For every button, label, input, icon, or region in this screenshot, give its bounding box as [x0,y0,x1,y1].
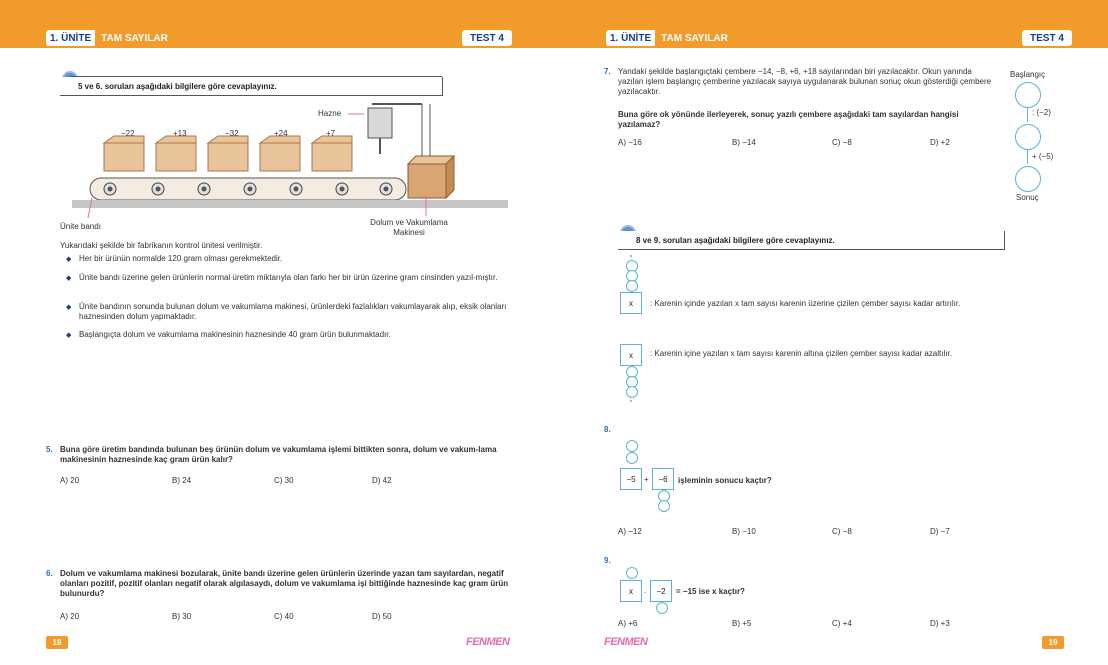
bullet-icon: ◆ [66,275,72,282]
factory-figure [56,98,516,238]
unit-label: 1. ÜNİTE [610,32,652,44]
q8-text: işleminin sonucu kaçtır? [678,476,772,485]
q8-box-2: −6 [652,468,674,490]
circle-mark [658,500,670,512]
publisher-logo: FENMEN [466,636,510,648]
option-d[interactable]: D) 42 [372,476,392,485]
option-d[interactable]: D) 50 [372,612,392,621]
rule1-box: x [620,292,642,314]
bullet-text-1: Her bir ürünün normalde 120 gram olması gerekmektedir. [79,254,283,263]
q9-text: = −15 ise x kaçtır? [676,587,745,596]
option-a[interactable]: A) −12 [618,527,642,536]
option-b[interactable]: B) −10 [732,527,756,536]
arrow-line [1027,108,1028,122]
middle-circle [1015,124,1041,150]
rule2-text: : Karenin içine yazılan x tam sayısı karenin altına çizilen çember sayısı kadar azaltılır. [650,349,952,358]
option-b[interactable]: B) 24 [172,476,192,485]
dot [630,400,632,402]
floor [72,200,508,208]
circle-mark [626,440,638,452]
unit-header [606,30,734,46]
box-value-4: +24 [274,129,288,138]
option-b[interactable]: B) +5 [732,619,752,628]
intro-text: Yukarıdaki şekilde bir fabrikanın kontrol ünitesi verilmiştir. [60,241,263,250]
option-c[interactable]: C) 30 [274,476,294,485]
dot [630,255,632,257]
test-label: TEST 4 [462,30,512,46]
unit-title: TAM SAYILAR [655,30,734,46]
q9-box-2: −2 [650,580,672,602]
bullet-text-2: Ünite bandı üzerine gelen ürünlerin normal üretim miktarıyla olan farkı her bir ürün üzerine gram cinsinden yazıl-mıştır. [79,273,498,282]
box-value-1: −22 [121,129,135,138]
option-c[interactable]: C) −8 [832,138,852,147]
question-7-text: Yandaki şekilde başlangıçtaki çembere −14, −8, +6, +18 sayılarından biri yazılacaktır. Okun yanında yazılan işlem başlangıç çemberine yazılacak sayıya uygulanarak bulunan sonuç okun gösterdiği çembere yazılacaktır. [618,67,992,96]
question-number: 6. [46,569,53,578]
q8-box-1: −5 [620,468,642,490]
bullet-text-4: Başlangıçta dolum ve vakumlama makinesinin haznesinde 40 gram ürün bulunmaktadır. [79,330,391,339]
box-value-5: +7 [326,129,336,138]
page-number: 18 [46,636,68,649]
question-7-prompt: Buna göre ok yönünde ilerleyerek, sonuç yazılı çembere aşağıdaki tam sayılardan hangisi yazılamaz? [618,110,959,129]
circle-mark [626,567,638,579]
option-a[interactable]: A) 20 [60,612,80,621]
section-banner: 8 ve 9. soruları aşağıdaki bilgilere göre cevaplayınız. [618,231,1005,250]
unit-header [46,30,174,46]
option-c[interactable]: C) 40 [274,612,294,621]
op1-label: : (−2) [1032,108,1051,117]
question-number: 5. [46,445,53,454]
box-value-2: +13 [173,129,187,138]
rule1-text: : Karenin içinde yazılan x tam sayısı karenin üzerine çizilen çember sayısı kadar artırılır. [650,299,961,308]
option-c[interactable]: C) +4 [832,619,852,628]
circle-mark [626,452,638,464]
start-label: Başlangıç [1010,70,1046,79]
question-number: 8. [604,425,611,434]
arrow-line [1027,150,1028,164]
box-value-3: −32 [225,129,239,138]
bullet-text-3: Ünite bandının sonunda bulunan dolum ve vakumlama makinesi, ürünlerdeki fazlalıkları vakumlayarak alıp, eksik olanları haznesinden dolum yapmaktadır. [79,302,507,321]
question-6-text: Dolum ve vakumlama makinesi bozularak, ünite bandı üzerine gelen ürünlerin üzerinde yazan tam sayılardan, negatif olanları pozitif, pozitif olanları negatif olarak algılasaydı, dolum ve vakumlama işi bittiğinde haznesinde kaç gram ürün bulunurdu? [60,569,509,598]
q8-operator: + [644,475,649,484]
result-circle [1015,166,1041,192]
right-page [554,0,1108,665]
circle-mark [626,386,638,398]
option-a[interactable]: A) +6 [618,619,638,628]
option-b[interactable]: B) 30 [172,612,192,621]
option-c[interactable]: C) −8 [832,527,852,536]
rule2-box: x [620,344,642,366]
question-number: 7. [604,67,611,76]
section-banner: 5 ve 6. soruları aşağıdaki bilgilere göre cevaplayınız. [60,77,443,96]
question-5-text: Buna göre üretim bandında bulunan beş ürünün dolum ve vakumlama işlemi bittikten sonra, dolum ve vakum-lama makinesinin haznesinde kaç gram ürün kalır? [60,445,497,464]
result-label: Sonuç [1016,193,1039,202]
option-a[interactable]: A) −16 [618,138,642,147]
option-b[interactable]: B) −14 [732,138,756,147]
bullet-icon: ◆ [66,256,72,263]
option-d[interactable]: D) −7 [930,527,950,536]
circle-mark [656,602,668,614]
option-d[interactable]: D) +3 [930,619,950,628]
page-number: 19 [1042,636,1064,649]
start-circle [1015,82,1041,108]
publisher-logo: FENMEN [604,636,648,648]
dolum-label: Dolum ve Vakumlama Makinesi [370,218,448,237]
test-label: TEST 4 [1022,30,1072,46]
bullet-icon: ◆ [66,304,72,311]
unit-title: TAM SAYILAR [95,30,174,46]
unit-label: 1. ÜNİTE [50,32,92,44]
hazne-label: Hazne [318,109,342,118]
op2-label: + (−5) [1032,152,1054,161]
q9-box-1: x [620,580,642,602]
circle-mark [626,280,638,292]
option-a[interactable]: A) 20 [60,476,80,485]
bullet-icon: ◆ [66,332,72,339]
question-number: 9. [604,556,611,565]
unite-bandi-label: Ünite bandı [60,222,101,231]
q9-operator: . [644,586,647,595]
option-d[interactable]: D) +2 [930,138,950,147]
